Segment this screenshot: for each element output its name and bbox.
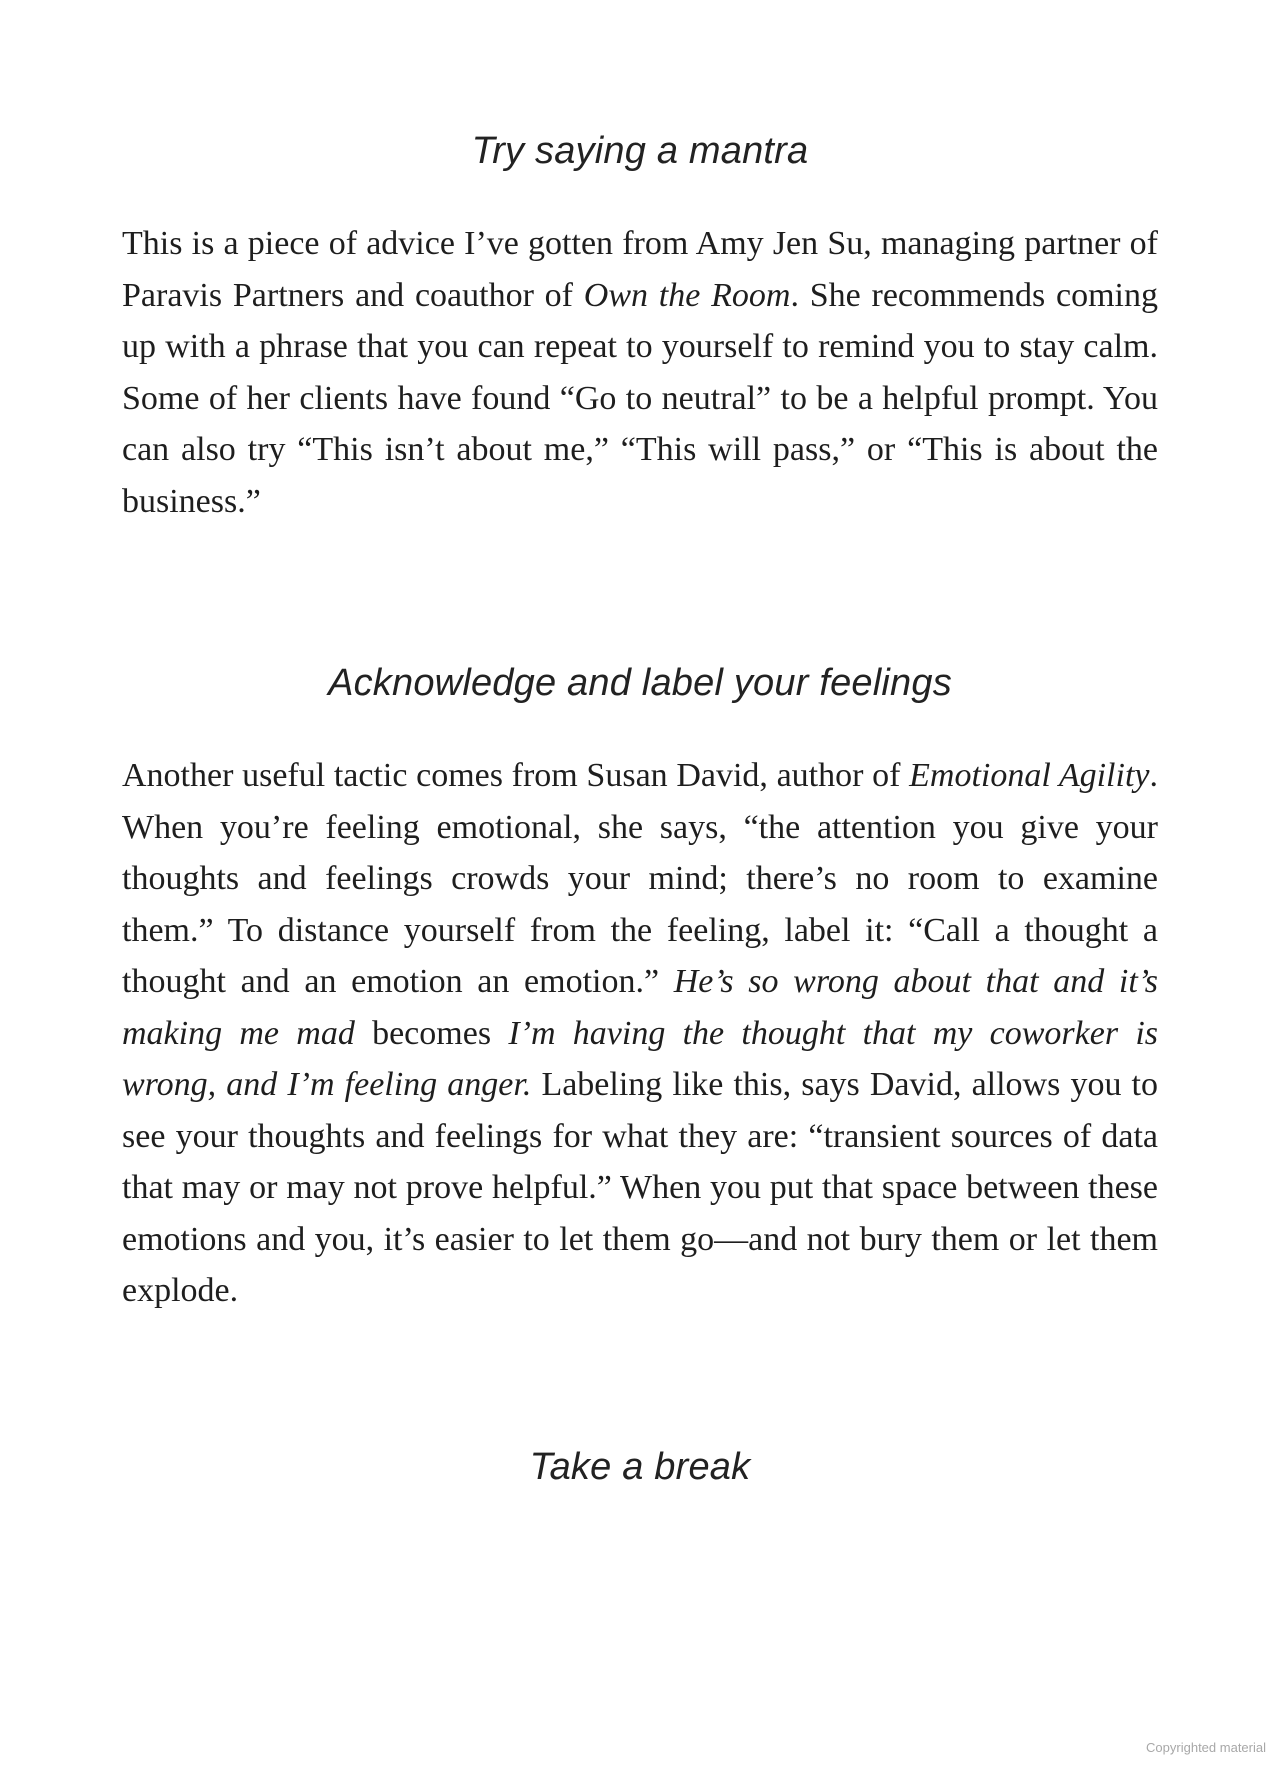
paragraph-text: Another useful tactic comes from Susan David, author of: [122, 757, 910, 794]
example-relabeled-thought: I’m having the thought that my coworker is wrong, and I’m feeling anger.: [122, 1014, 1159, 1103]
copyright-note: Copyrighted material: [1146, 1740, 1266, 1755]
section-heading-mantra: Try saying a mantra: [471, 130, 809, 172]
book-title: Own the Room: [583, 276, 791, 314]
paragraph-text: . When you’re feeling emotional, she says, “the attention you give your thoughts and feelings crowds your mind; there’s no room to examine them.” To distance yourself from the feeling, label it: “Call a thought a thought and an emotion an emotion.”: [122, 757, 1158, 1000]
paragraph-text: . She recommends coming up with a phrase that you can repeat to yourself to remind you to stay calm. Some of her clients have found “Go to neutral” to be a helpful prompt. You can also try “This isn’t about me,” “This will pass,” or “This is about the business.”: [122, 276, 1159, 520]
paragraph-text: Labeling like this, says David, allows you to see your thoughts and feelings for what they are: “transient sources of data that may or may not prove helpful.” When you put that space between these emotions and you, it’s easier to let them go—and not bury them or let them explode.: [122, 1066, 1158, 1309]
paragraph-text: becomes: [354, 1014, 509, 1052]
paragraph-label-feelings: [122, 750, 1158, 1317]
paragraph-mantra: [122, 218, 1158, 527]
paragraph-text: This is a piece of advice I’ve gotten from Amy Jen Su, managing partner of Paravis Partners and coauthor of: [122, 225, 1158, 314]
section-heading-label-feelings: Acknowledge and label your feelings: [328, 662, 952, 704]
section-heading-take-a-break: Take a break: [529, 1446, 751, 1488]
book-title: Emotional Agility: [909, 757, 1150, 794]
example-thought: He’s so wrong about that and it’s making me mad: [122, 963, 1158, 1052]
